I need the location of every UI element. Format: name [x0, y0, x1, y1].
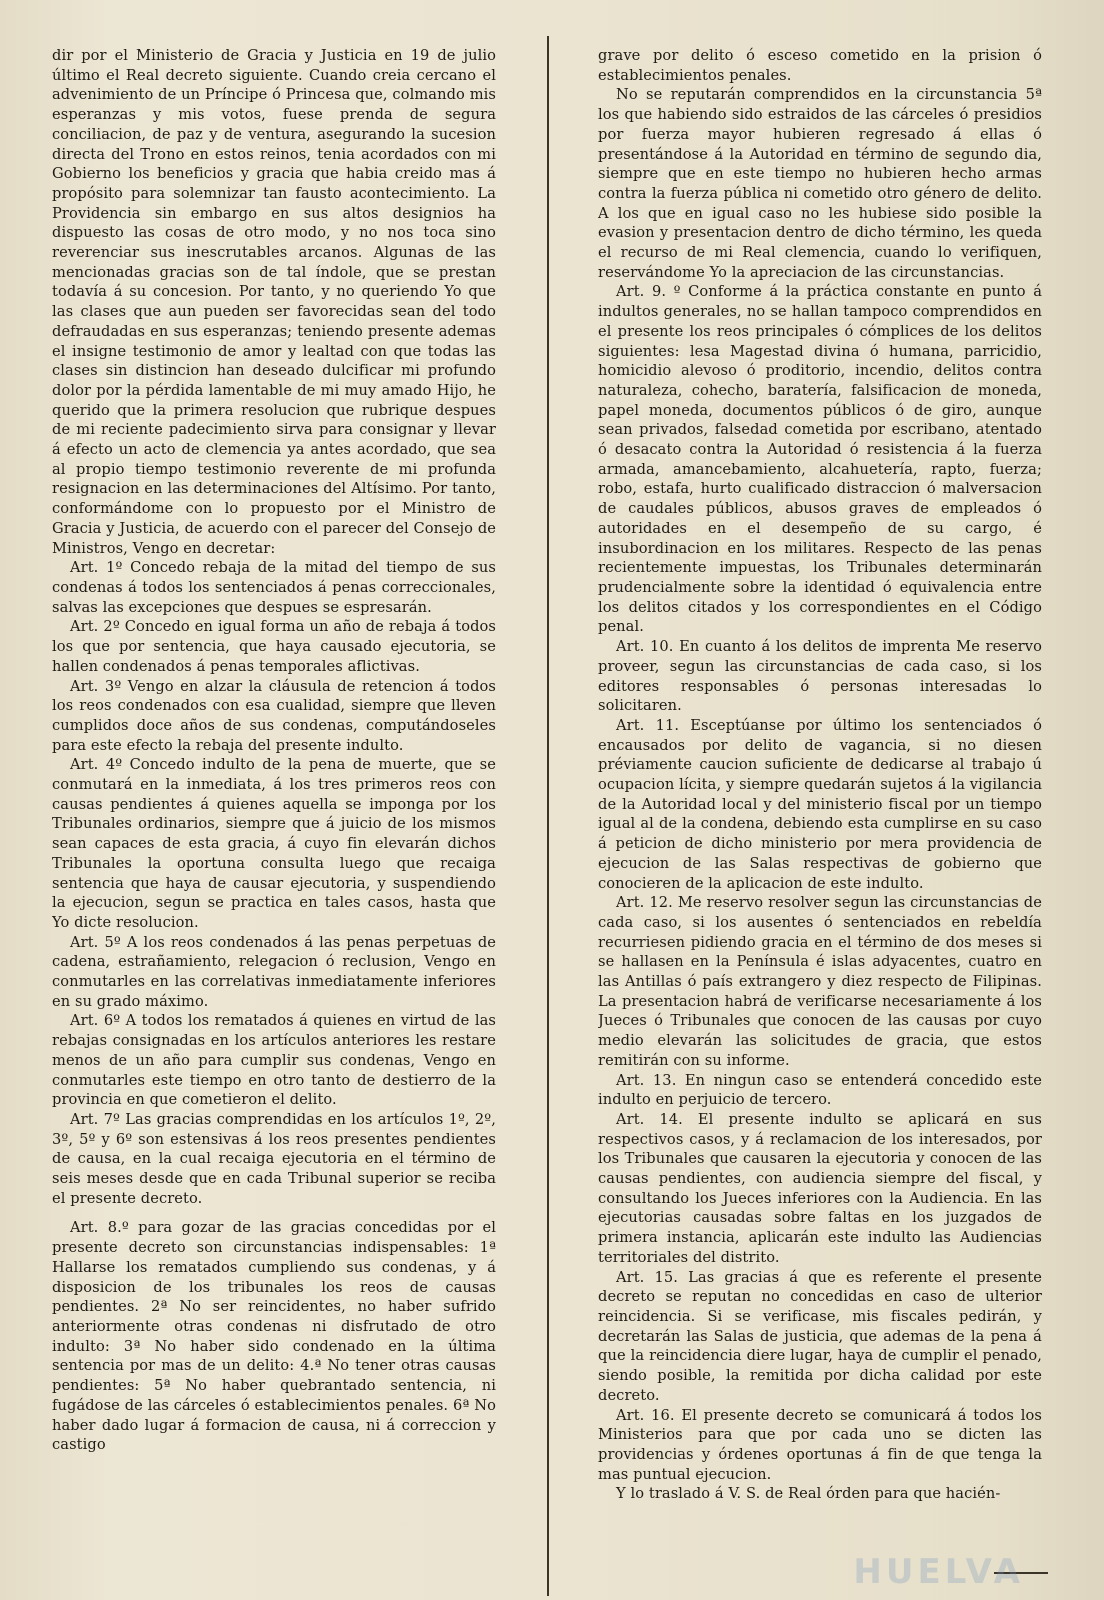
article-3: Art. 3º Vengo en alzar la cláusula de retencion á todos los reos condenados con esa cualidad, siempre que lleven cumplidos doce años de sus condenas, computándoseles para este efecto la rebaja del presente indulto.	[52, 677, 496, 754]
article-15: Art. 15. Las gracias á que es referente el presente decreto se reputan no concedidas en caso de ulterior reincidencia. Si se verificase, mis fiscales pedirán, y decretarán las Salas de justicia, que ademas de la pena á que la reincidencia diere lugar, haya de cumplir el penado, siendo posible, la remitida por dicha calidad por este decreto.	[598, 1268, 1042, 1404]
exemption-paragraph: No se reputarán comprendidos en la circunstancia 5ª los que habiendo sido estraidos de las cárceles ó presidios por fuerza mayor hubieren regresado á ellas ó presentándose á la Autoridad en término de segundo dia, siempre que en este tiempo no hubieren hecho armas contra la fuerza pública ni cometido otro género de delito. A los que en igual caso no les hubiese sido posible la evasion y presentacion dentro de dicho término, les queda el recurso de mi Real clemencia, cuando lo verifiquen, reservándome Yo la apreciacion de las circunstancias.	[598, 86, 1042, 281]
article-14: Art. 14. El presente indulto se aplicará en sus respectivos casos, y á reclamacion de los interesados, por los Tribunales que causaren la ejecutoria y conocen de las causas pendientes, con audiencia siempre del fiscal, y consultando los Jueces inferiores con la Audiencia. En las ejecutorias causadas sobre faltas en los juzgados de primera instancia, aplicarán este indulto las Audiencias territoriales del distrito.	[598, 1110, 1042, 1266]
article-13: Art. 13. En ningun caso se entenderá concedido este indulto en perjuicio de tercero.	[598, 1071, 1042, 1109]
article-2: Art. 2º Concedo en igual forma un año de rebaja á todos los que por sentencia, que haya causado ejecutoria, se hallen condenados á penas temporales aflictivas.	[52, 618, 496, 675]
article-1: Art. 1º Concedo rebaja de la mitad del tiempo de sus condenas á todos los sentenciados á penas correccionales, salvas las excepciones que despues se espresarán.	[52, 559, 496, 616]
article-10: Art. 10. En cuanto á los delitos de imprenta Me reservo proveer, segun las circunstancias de cada caso, si los editores responsables ó personas interesadas lo solicitaren.	[598, 638, 1042, 715]
article-11: Art. 11. Esceptúanse por último los sentenciados ó encausados por delito de vagancia, si no diesen préviamente caucion suficiente de dedicarse al trabajo ú ocupacion lícita, y siempre quedarán sujetos á la vigilancia de la Autoridad local y del ministerio fiscal por un tiempo igual al de la condena, debiendo esta cumplirse en su caso á peticion de dicho ministerio por mera providencia de ejecucion de las Salas respectivas de gobierno que conocieren de la aplicacion de este indulto.	[598, 716, 1042, 892]
archive-watermark: HUELVA	[853, 1552, 1024, 1592]
closing-line: Y lo traslado á V. S. de Real órden para que hacién-	[616, 1485, 1001, 1503]
article-8-continued: grave por delito ó esceso cometido en la prision ó establecimientos penales.	[598, 47, 1042, 84]
article-5: Art. 5º A los reos condenados á las penas perpetuas de cadena, estrañamiento, relegacion ó reclusion, Vengo en conmutarles en las correlativas inmediatamente inferiores en su grado máximo.	[52, 933, 496, 1010]
article-12: Art. 12. Me reservo resolver segun las circunstancias de cada caso, si los ausentes ó sentenciados en rebeldía recurriesen pidiendo gracia en el término de dos meses si se hallasen en la Península é islas adyacentes, cuatro en las Antillas ó país extrangero y diez respecto de Filipinas. La presentacion habrá de verificarse necesariamente á los Jueces ó Tribunales que conocen de las causas por cuyo medio elevarán las solicitudes de gracia, que estos remitirán con su informe.	[598, 894, 1042, 1069]
decree-preamble: dir por el Ministerio de Gracia y Justicia en 19 de julio último el Real decreto siguiente. Cuando creia cercano el advenimiento de un Príncipe ó Princesa que, colmando mis esperanzas y mis votos, fuese prenda de segura conciliacion, de paz y de ventura, asegurando la sucesion directa del Trono en estos reinos, tenia acordados con mi Gobierno los beneficios y gracia que habia creido mas á propósito para solemnizar tan fausto acontecimiento. La Providencia sin embargo en sus altos designios ha dispuesto las cosas de otro modo, y no nos toca sino reverenciar sus inescrutables arcanos. Algunas de las mencionadas gracias son de tal índole, que se prestan todavía á su concesion. Por tanto, y no queriendo Yo que las clases que aun pueden ser favorecidas sean del todo defraudadas en sus esperanzas; teniendo presente ademas el insigne testimonio de amor y lealtad con que todas las clases sin distincion han deseado dulcificar mi profundo dolor por la pérdida lamentable de mi muy amado Hijo, he querido que la primera resolucion que rubrique despues de mi reciente padecimiento sirva para consignar y llevar á efecto un acto de clemencia ya antes acordado, que sea al propio tiempo testimonio reverente de mi profunda resignacion en las determinaciones del Altísimo. Por tanto, conformándome con lo propuesto por el Ministro de Gracia y Justicia, de acuerdo con el parecer del Consejo de Ministros, Vengo en decretar:	[52, 47, 496, 557]
article-6: Art. 6º A todos los rematados á quienes en virtud de las rebajas consignadas en los artículos anteriores les restare menos de un año para cumplir sus condenas, Vengo en conmutarles este tiempo en otro tanto de destierro de la provincia en que cometieron el delito.	[52, 1012, 496, 1109]
column-divider	[547, 36, 549, 1596]
article-8: Art. 8.º para gozar de las gracias concedidas por el presente decreto son circunstancias indispensables: 1ª Hallarse los rematados cumpliendo sus condenas, y á disposicion de los tribunales los reos de causas pendientes. 2ª No ser reincidentes, no haber sufrido anteriormente otras condenas ni disfrutado de otro indulto: 3ª No haber sido condenado en la última sentencia por mas de un delito: 4.ª No tener otras causas pendientes: 5ª No haber quebrantado sentencia, ni fugádose de las cárceles ó establecimientos penales. 6ª No haber dado lugar á formacion de causa, ni á correccion y castigo	[52, 1219, 496, 1454]
article-7: Art. 7º Las gracias comprendidas en los artículos 1º, 2º, 3º, 5º y 6º son estensivas á los reos presentes pendientes de causa, en la cual recaiga ejecutoria en el término de seis meses desde que en cada Tribunal superior se reciba el presente decreto.	[52, 1110, 496, 1207]
left-text-column	[52, 46, 496, 1586]
article-16: Art. 16. El presente decreto se comunicará á todos los Ministerios para que por cada uno se dicten las providencias y órdenes oportunas á fin de que tenga la mas puntual ejecucion.	[598, 1406, 1042, 1483]
article-4: Art. 4º Concedo indulto de la pena de muerte, que se conmutará en la inmediata, á los tres primeros reos con causas pendientes á quienes aquella se imponga por los Tribunales ordinarios, siempre que á juicio de los mismos sean capaces de esta gracia, á cuyo fin elevarán dichos Tribunales la oportuna consulta luego que recaiga sentencia que haya de causar ejecutoria, y suspendiendo la ejecucion, segun se practica en tales casos, hasta que Yo dicte resolucion.	[52, 756, 496, 931]
right-text-column	[598, 46, 1042, 1586]
article-9: Art. 9. º Conforme á la práctica constante en punto á indultos generales, no se hallan tampoco comprendidos en el presente los reos principales ó cómplices de los delitos siguientes: lesa Magestad divina ó humana, parricidio, homicidio alevoso ó proditorio, incendio, delitos contra naturaleza, cohecho, baratería, falsificacion de moneda, papel moneda, documentos públicos ó de giro, aunque sean privados, falsedad cometida por escribano, atentado ó desacato contra la Autoridad ó resistencia á la fuerza armada, amancebamiento, alcahuetería, rapto, fuerza; robo, estafa, hurto cualificado distraccion ó malversacion de caudales públicos, abusos graves de empleados ó autoridades en el desempeño de su cargo, é insubordinacion en los militares. Respecto de las penas recientemente impuestas, los Tribunales determinarán prudencialmente sobre la identidad ó equivalencia entre los delitos citados y los correspondientes en el Código penal.	[598, 283, 1042, 636]
